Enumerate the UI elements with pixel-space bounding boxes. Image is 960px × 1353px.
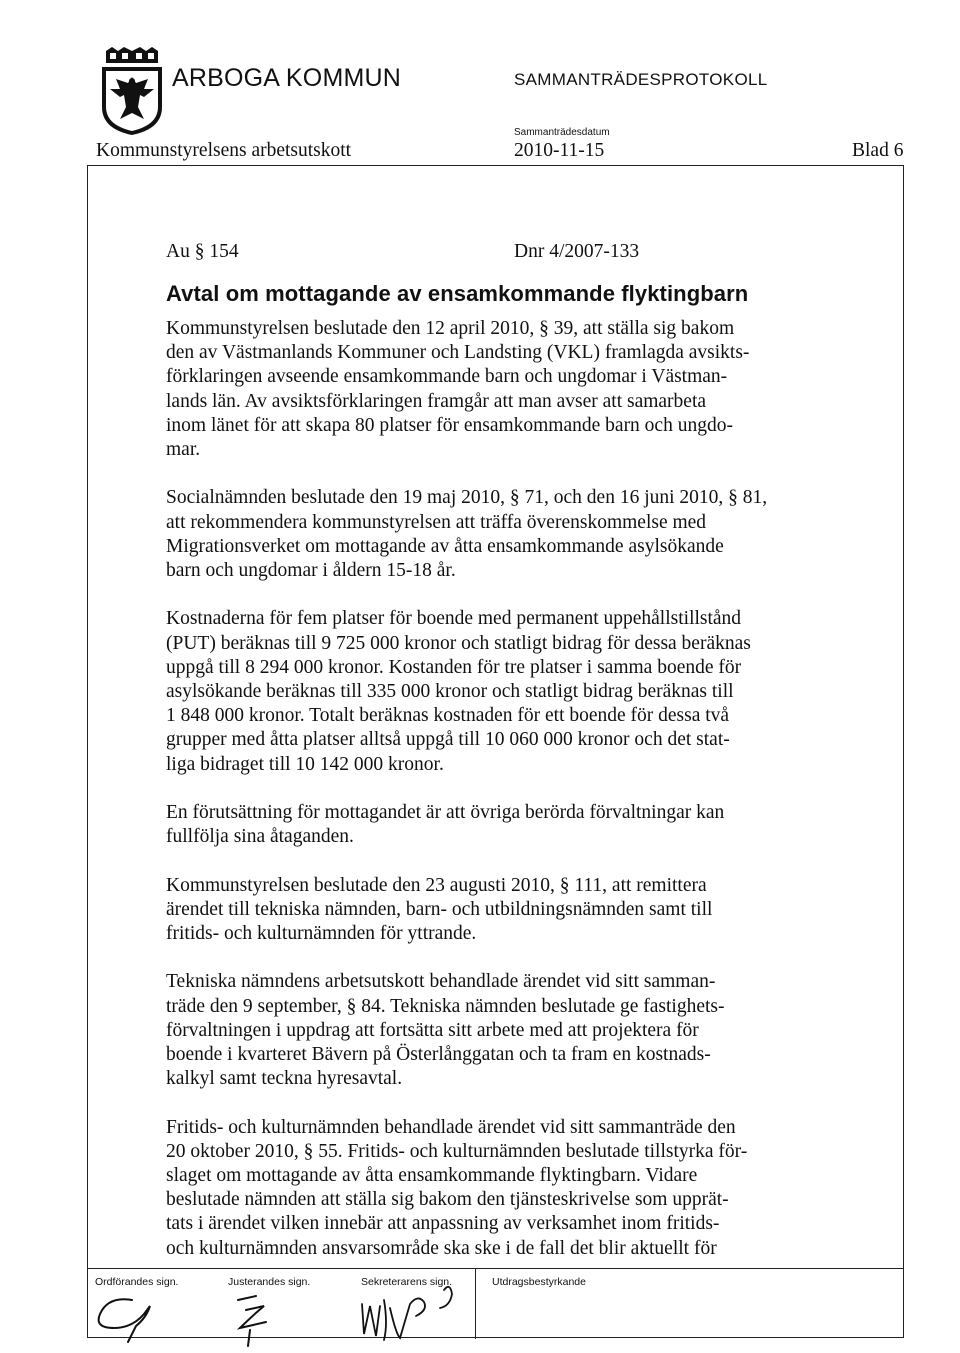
body-paragraph: [166, 874, 806, 947]
committee-name: Kommunstyrelsens arbetsutskott: [96, 140, 352, 161]
document-type: SAMMANTRÄDESPROTOKOLL: [514, 70, 768, 89]
body-text-line: Kommunstyrelsen beslutade den 12 april 2010, § 39, att ställa sig bakom: [166, 318, 735, 339]
case-paragraph-number: Au § 154: [166, 241, 239, 262]
body-text-line: asylsökande beräknas till 335 000 kronor och statligt bidrag beräknas till: [166, 681, 734, 703]
secretary-handwritten-signature: [354, 1284, 466, 1346]
body-text-line: att rekommendera kommunstyrelsen att träffa överenskommelse med: [166, 511, 707, 533]
municipal-coat-of-arms-logo: [100, 47, 164, 135]
signature-divider: [475, 1269, 476, 1339]
adjuster-signature-label: Justerandes sign.: [228, 1276, 311, 1288]
body-text-line: barn och ungdomar i åldern 15-18 år.: [166, 560, 456, 582]
meeting-date: 2010-11-15: [514, 140, 605, 161]
body-text-line: förklaringen avseende ensamkommande barn och ungdomar i Västman-: [166, 366, 728, 388]
chair-signature-label: Ordförandes sign.: [95, 1276, 179, 1288]
adjuster-handwritten-signature: [222, 1286, 282, 1348]
chair-handwritten-signature: [88, 1288, 178, 1344]
body-paragraph: [166, 317, 806, 462]
body-text-line: grupper med åtta platser alltså uppgå till 10 060 000 kronor och det stat-: [166, 729, 730, 751]
body-text-line: Socialnämnden beslutade den 19 maj 2010, § 71, och den 16 juni 2010, § 81,: [166, 487, 768, 509]
body-paragraph: [166, 1116, 806, 1261]
sheet-number: Blad 6: [852, 140, 904, 161]
body-text-line: tats i ärendet vilken innebär att anpassning av verksamhet inom fritids-: [166, 1213, 720, 1235]
certified-copy-label: Utdragsbestyrkande: [492, 1276, 586, 1288]
body-paragraph: [166, 970, 806, 1091]
body-text-line: träde den 9 september, § 84. Tekniska nämnden beslutade ge fastighets-: [166, 995, 725, 1017]
body-text-line: Kostnaderna för fem platser för boende med permanent uppehållstillstånd: [166, 608, 742, 630]
body-text-line: förvaltningen i uppdrag att fortsätta sitt arbete med att projektera för: [166, 1019, 699, 1041]
organization-name: ARBOGA KOMMUN: [172, 64, 402, 92]
body-text-line: Fritids- och kulturnämnden behandlade ärendet vid sitt sammanträde den: [166, 1116, 736, 1138]
body-text-line: Kommunstyrelsen beslutade den 23 augusti 2010, § 111, att remittera: [166, 874, 707, 896]
body-paragraph: [166, 486, 806, 583]
body-text-line: slaget om mottagande av åtta ensamkommande flyktingbarn. Vidare: [166, 1165, 698, 1187]
body-text-line: fritids- och kulturnämnden för yttrande.: [166, 923, 477, 945]
body-text-line: och kulturnämnden ansvarsområde ska ske i de fall det blir aktuellt för: [166, 1237, 717, 1259]
meeting-date-label: Sammanträdesdatum: [514, 127, 610, 138]
body-text-line: fullfölja sina åtaganden.: [166, 826, 354, 848]
body-text-line: liga bidraget till 10 142 000 kronor.: [166, 753, 444, 775]
body-text-line: Migrationsverket om mottagande av åtta ensamkommande asylsökande: [166, 535, 724, 557]
body-text-line: inom länet för att skapa 80 platser för ensamkommande barn och ungdo-: [166, 414, 733, 436]
body-text-line: boende i kvarteret Bävern på Österlånggatan och ta fram en kostnads-: [166, 1044, 711, 1066]
body-text-line: (PUT) beräknas till 9 725 000 kronor och statligt bidrag för dessa beräknas: [166, 632, 751, 654]
body-text-line: beslutade nämnden att ställa sig bakom den tjänsteskrivelse som upprät-: [166, 1189, 729, 1211]
body-text-line: En förutsättning för mottagandet är att övriga berörda förvaltningar kan: [166, 802, 725, 824]
body-text-line: lands län. Av avsiktsförklaringen framgår att man avser att samarbeta: [166, 390, 707, 412]
case-registration-number: Dnr 4/2007-133: [514, 241, 640, 262]
body-paragraph: [166, 607, 806, 776]
body-text-line: kalkyl samt teckna hyresavtal.: [166, 1068, 403, 1090]
body-text-line: Tekniska nämndens arbetsutskott behandlade ärendet vid sitt samman-: [166, 971, 716, 993]
case-title: Avtal om mottagande av ensamkommande flyktingbarn: [166, 281, 749, 306]
protocol-body: [166, 317, 806, 1261]
body-text-line: den av Västmanlands Kommuner och Landsting (VKL) framlagda avsikts-: [166, 342, 750, 364]
secretary-signature-label: Sekreterarens sign.: [361, 1276, 453, 1288]
body-text-line: 20 oktober 2010, § 55. Fritids- och kulturnämnden beslutade tillstyrka för-: [166, 1140, 748, 1162]
body-text-line: mar.: [166, 439, 201, 461]
body-text-line: ärendet till tekniska nämnden, barn- och utbildningsnämnden samt till: [166, 898, 713, 920]
body-text-line: uppgå till 8 294 000 kronor. Kostanden för tre platser i samma boende för: [166, 656, 742, 678]
body-text-line: 1 848 000 kronor. Totalt beräknas kostnaden för ett boende för dessa två: [166, 705, 730, 727]
body-paragraph: [166, 801, 806, 849]
